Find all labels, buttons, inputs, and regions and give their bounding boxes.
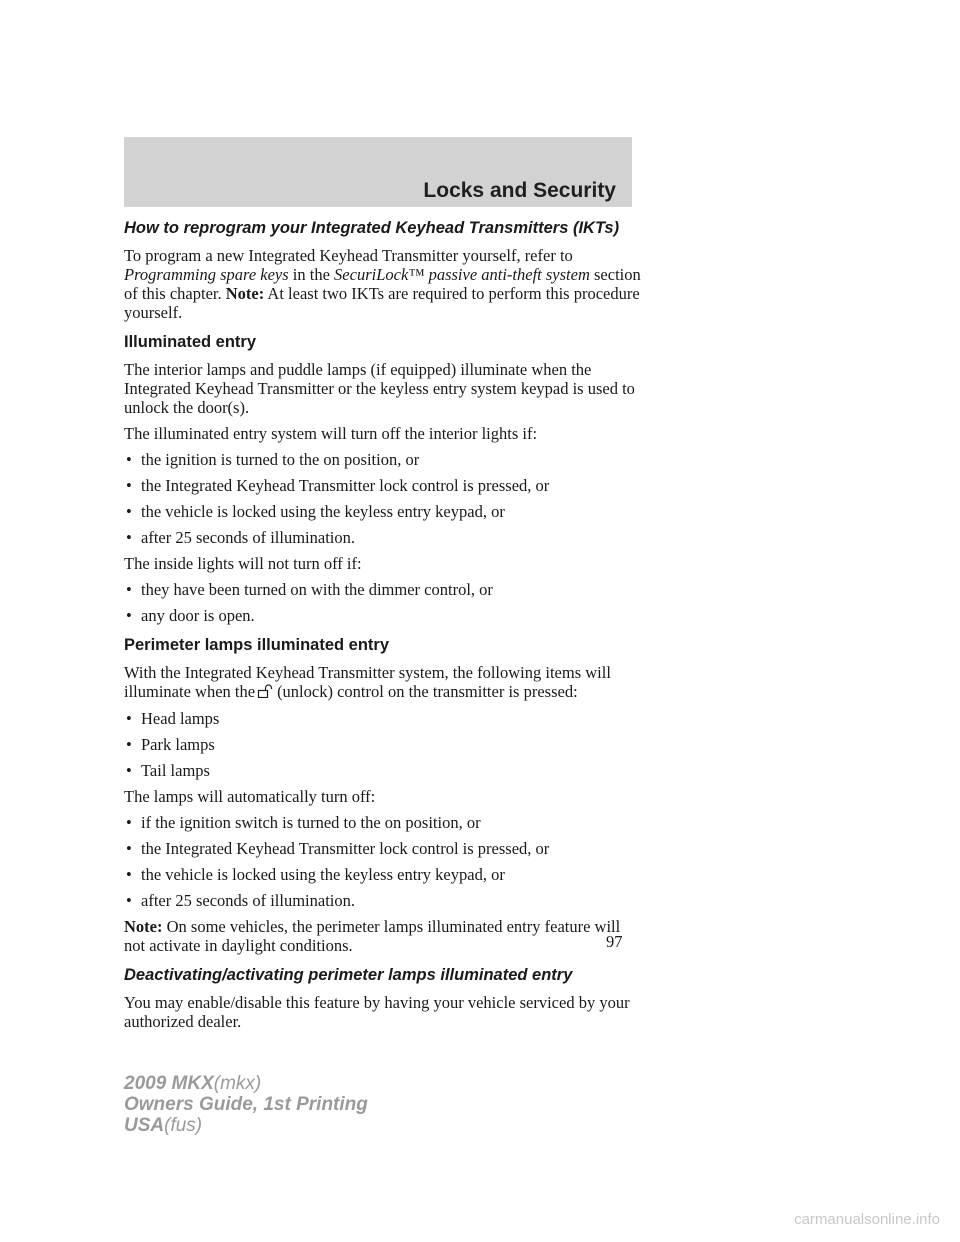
reprogram-paragraph [124, 246, 644, 322]
footer-model-code: (mkx) [213, 1073, 262, 1094]
section-heading-reprogram: How to reprogram your Integrated Keyhead Transmitters (IKTs) [124, 219, 620, 237]
list-item-text: Tail lamps [141, 761, 210, 780]
bullet-icon: • [126, 839, 132, 858]
paragraph: The interior lamps and puddle lamps (if equipped) illuminate when the Integrated Keyhead Transmitter or the keyless entry system keypad is used to unlock the door(s). [124, 360, 635, 417]
bullet-icon: • [126, 735, 132, 754]
note-text: On some vehicles, the perimeter lamps illuminated entry feature will not activate in daylight conditions. [124, 917, 621, 955]
list-item-text: the vehicle is locked using the keyless entry keypad, or [141, 865, 505, 884]
bullet-icon: • [126, 761, 132, 780]
list-item [124, 606, 644, 625]
list-item-text: after 25 seconds of illumination. [141, 528, 355, 547]
footer-line: Owners Guide, 1st Printing [124, 1094, 368, 1115]
section-heading-perimeter-lamps: Perimeter lamps illuminated entry [124, 636, 390, 654]
section-reprogram [124, 218, 644, 322]
list-item-text: the vehicle is locked using the keyless entry keypad, or [141, 502, 505, 521]
chapter-header-band [124, 137, 632, 207]
paragraph [124, 663, 644, 702]
watermark: carmanualsonline.info [794, 1211, 940, 1228]
list-item [124, 761, 644, 780]
text: section of this chapter. [124, 265, 641, 303]
section-heading-illuminated-entry: Illuminated entry [124, 333, 257, 351]
page-content [124, 218, 644, 1038]
chapter-title: Locks and Security [423, 179, 616, 202]
print-footer [124, 1073, 368, 1136]
bullet-icon: • [126, 580, 132, 599]
bullet-icon: • [126, 606, 132, 625]
list-item [124, 502, 644, 521]
list-item-text: the Integrated Keyhead Transmitter lock control is pressed, or [141, 476, 550, 495]
note-label: Note: [225, 284, 265, 303]
paragraph: The lamps will automatically turn off: [124, 787, 376, 806]
list-item-text: the ignition is turned to the on position, or [141, 450, 420, 469]
paragraph: The illuminated entry system will turn off the interior lights if: [124, 424, 538, 443]
list-item [124, 865, 644, 884]
list-item-text: the Integrated Keyhead Transmitter lock control is pressed, or [141, 839, 550, 858]
bullet-icon: • [126, 709, 132, 728]
bullet-icon: • [126, 476, 132, 495]
section-heading-deactivating: Deactivating/activating perimeter lamps illuminated entry [124, 966, 573, 984]
note-label: Note: [124, 917, 163, 936]
list-item [124, 839, 644, 858]
list-item [124, 891, 644, 910]
text: To program a new Integrated Keyhead Transmitter yourself, refer to [124, 246, 573, 265]
text: in the [288, 265, 335, 284]
note-text: At least two IKTs are required to perform this procedure yourself. [124, 284, 640, 322]
list-item-text: any door is open. [141, 606, 255, 625]
footer-market-code: (fus) [164, 1115, 203, 1136]
list-item [124, 813, 644, 832]
text: With the Integrated Keyhead Transmitter system, the following items will illuminate when the [124, 663, 611, 701]
bullet-icon: • [126, 502, 132, 521]
section-perimeter-lamps [124, 635, 644, 955]
bullet-icon: • [126, 528, 132, 547]
page-number: 97 [606, 932, 623, 951]
list-item-text: after 25 seconds of illumination. [141, 891, 355, 910]
list-item [124, 580, 644, 599]
paragraph: You may enable/disable this feature by having your vehicle serviced by your authorized dealer. [124, 993, 630, 1031]
bullet-icon: • [126, 891, 132, 910]
footer-model: 2009 MKX [124, 1073, 214, 1094]
text: (unlock) control on the transmitter is pressed: [277, 682, 578, 701]
footer-market: USA [124, 1115, 165, 1136]
list-item [124, 476, 644, 495]
bullet-icon: • [126, 813, 132, 832]
footer-line [124, 1073, 368, 1094]
list-item [124, 735, 644, 754]
unlock-icon [257, 683, 273, 702]
list-item [124, 450, 644, 469]
note-paragraph [124, 917, 644, 955]
list-item-text: Park lamps [141, 735, 215, 754]
list-item-text: if the ignition switch is turned to the on position, or [141, 813, 481, 832]
list-item-text: Head lamps [141, 709, 220, 728]
bullet-icon: • [126, 450, 132, 469]
list-item-text: they have been turned on with the dimmer control, or [141, 580, 493, 599]
section-deactivating [124, 965, 644, 1031]
section-illuminated-entry [124, 332, 644, 625]
list-item [124, 709, 644, 728]
xref-securilock: SecuriLock™ passive anti-theft system [334, 265, 590, 284]
list-item [124, 528, 644, 547]
xref-programming-spare-keys: Programming spare keys [124, 265, 289, 284]
paragraph: The inside lights will not turn off if: [124, 554, 362, 573]
footer-line [124, 1115, 368, 1136]
bullet-icon: • [126, 865, 132, 884]
